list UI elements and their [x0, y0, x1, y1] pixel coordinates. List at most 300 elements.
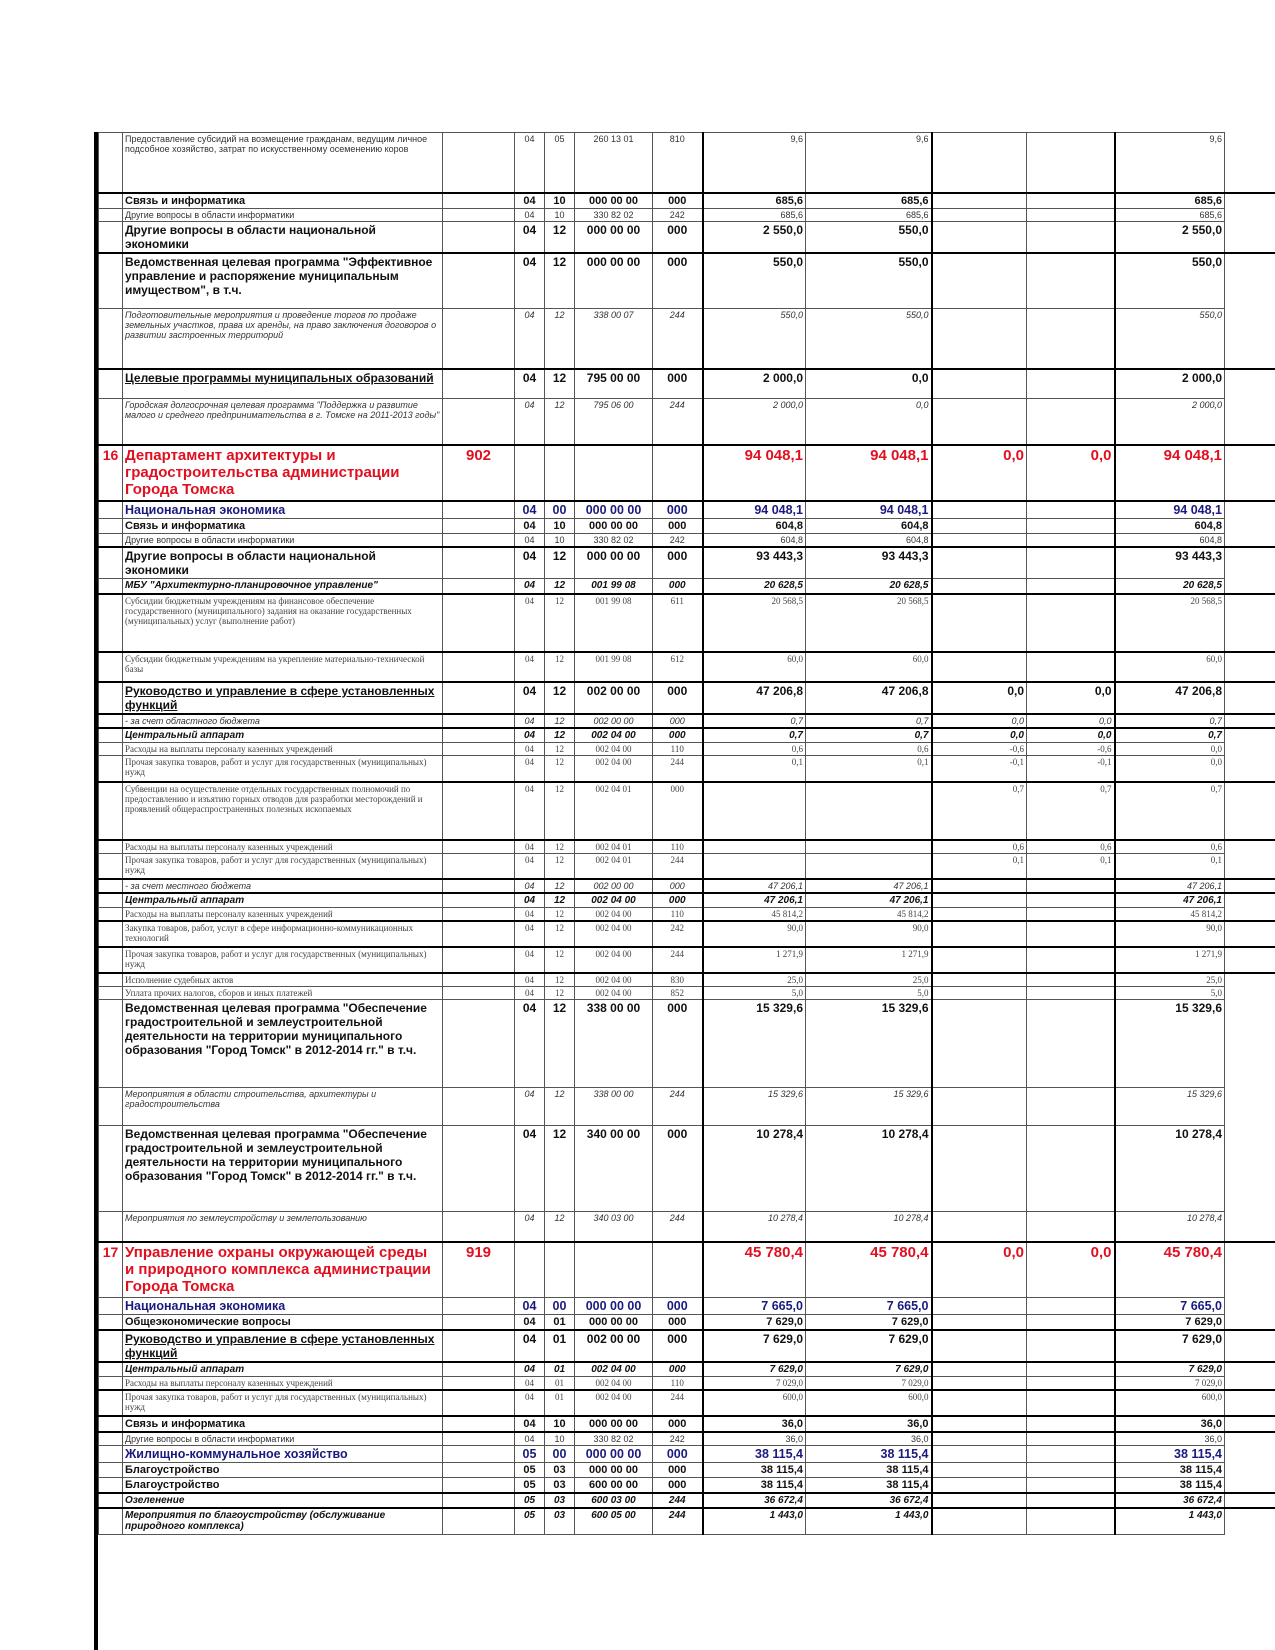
section-code — [515, 1377, 545, 1391]
amount-4 — [1027, 369, 1115, 399]
section-code — [515, 1000, 545, 1088]
subsection-code-text: 12 — [555, 988, 564, 998]
amount-1 — [703, 1508, 806, 1534]
amount-5 — [1115, 1493, 1225, 1508]
subsection-code-text: 12 — [552, 1127, 567, 1141]
row-name-text: Закупка товаров, работ, услуг в сфере информационно-коммуникационных технологий — [125, 923, 414, 943]
amount-5-text: 0,6 — [1210, 841, 1222, 852]
dept-code — [443, 908, 515, 922]
section-code — [515, 1242, 545, 1298]
amount-1 — [703, 221, 806, 253]
subsection-code-text: 01 — [553, 1364, 566, 1375]
expense-type-code — [653, 1446, 703, 1463]
amount-1-text: 47 206,8 — [756, 684, 803, 698]
subsection-code — [545, 987, 575, 1000]
amount-3-text: 0,0 — [1011, 716, 1024, 726]
row-name-text: Субвенции на осуществление отдельных государственных полномочий по предоставлению и изъятию горных отводов для разработки месторождений и проявлений общераспространенных полезных ископаемых — [125, 783, 423, 814]
row-number — [99, 1126, 123, 1212]
amount-5-text: 25,0 — [1206, 975, 1222, 985]
table-edge-cell — [1225, 1390, 1275, 1416]
amount-5-text: 2 000,0 — [1191, 400, 1222, 410]
amount-1 — [703, 714, 806, 728]
subsection-code — [545, 1330, 575, 1362]
expense-type-code-text: 244 — [670, 854, 684, 865]
section-code-text: 04 — [525, 988, 534, 998]
target-article-code-text: 338 00 00 — [593, 1089, 634, 1099]
target-article-code — [575, 1478, 653, 1494]
amount-4 — [1027, 578, 1115, 594]
expense-type-code — [653, 133, 703, 193]
subsection-code — [545, 1000, 575, 1088]
amount-4 — [1027, 221, 1115, 253]
expense-type-code — [653, 369, 703, 399]
target-article-code — [575, 518, 653, 533]
dept-code — [443, 1242, 515, 1298]
section-code — [515, 1508, 545, 1534]
amount-1-text: 2 550,0 — [762, 222, 803, 237]
section-code — [515, 309, 545, 369]
amount-4 — [1027, 1242, 1115, 1298]
row-name — [123, 399, 443, 445]
amount-5-text: 94 048,1 — [1163, 446, 1222, 464]
subsection-code-text: 12 — [555, 596, 564, 606]
amount-1 — [703, 840, 806, 854]
table-row — [99, 1446, 1275, 1463]
subsection-code — [545, 973, 575, 987]
target-article-code-text: 338 00 07 — [593, 310, 634, 320]
row-name — [123, 445, 443, 501]
table-edge-cell — [1225, 309, 1275, 369]
row-number — [99, 399, 123, 445]
amount-5-text: 0,1 — [1210, 854, 1222, 865]
subsection-code — [545, 208, 575, 221]
section-code-text: 04 — [523, 730, 536, 741]
amount-2-text: 1 443,0 — [895, 1510, 929, 1521]
table-row — [99, 193, 1275, 209]
amount-4 — [1027, 947, 1115, 973]
amount-2 — [806, 501, 932, 519]
amount-2 — [806, 309, 932, 369]
budget-table — [98, 132, 1275, 1535]
amount-3 — [932, 193, 1027, 209]
amount-1-text: 94 048,1 — [744, 446, 803, 464]
dept-code — [443, 652, 515, 682]
amount-3 — [932, 518, 1027, 533]
amount-2 — [806, 1508, 932, 1534]
expense-type-code-text: 244 — [670, 949, 684, 959]
section-code — [515, 1446, 545, 1463]
expense-type-code-text: 110 — [670, 744, 684, 754]
amount-3 — [932, 652, 1027, 682]
amount-3-text: 0,0 — [1003, 446, 1024, 464]
amount-2-text: 94 048,1 — [870, 446, 929, 464]
dept-code — [443, 947, 515, 973]
section-code — [515, 193, 545, 209]
row-name-text: Центральный аппарат — [125, 895, 245, 906]
table-edge-cell — [1225, 908, 1275, 922]
table-edge-cell — [1225, 652, 1275, 682]
expense-type-code — [653, 1330, 703, 1362]
amount-5-text: 38 115,4 — [1174, 1447, 1222, 1461]
row-name — [123, 533, 443, 547]
table-edge-cell — [1225, 369, 1275, 399]
expense-type-code — [653, 652, 703, 682]
row-number — [99, 728, 123, 743]
subsection-code-text: 12 — [555, 854, 564, 865]
amount-4 — [1027, 756, 1115, 782]
row-name — [123, 253, 443, 309]
amount-4 — [1027, 1508, 1115, 1534]
amount-1 — [703, 973, 806, 987]
section-code — [515, 756, 545, 782]
section-code-text: 04 — [522, 1332, 537, 1346]
section-code — [515, 893, 545, 908]
expense-type-code-text: 244 — [670, 757, 684, 767]
expense-type-code — [653, 208, 703, 221]
subsection-code — [545, 578, 575, 594]
target-article-code-text: 002 00 00 — [593, 881, 634, 891]
amount-5 — [1115, 879, 1225, 893]
amount-5-text: 47 206,1 — [1183, 895, 1222, 906]
target-article-code — [575, 1377, 653, 1391]
amount-1 — [703, 208, 806, 221]
row-number — [99, 1315, 123, 1331]
section-code-text: 04 — [524, 881, 535, 891]
target-article-code — [575, 1298, 653, 1315]
expense-type-code — [653, 1377, 703, 1391]
row-name-text: Благоустройство — [125, 1479, 220, 1491]
amount-5-text: 685,6 — [1199, 209, 1222, 220]
amount-2-text: 90,0 — [912, 923, 929, 933]
amount-1 — [703, 782, 806, 840]
section-code — [515, 1298, 545, 1315]
row-name — [123, 133, 443, 193]
amount-3 — [932, 1298, 1027, 1315]
amount-2 — [806, 533, 932, 547]
amount-2 — [806, 1298, 932, 1315]
subsection-code-text: 01 — [555, 1392, 564, 1402]
row-name — [123, 501, 443, 519]
row-name — [123, 1446, 443, 1463]
subsection-code — [545, 756, 575, 782]
row-number — [99, 921, 123, 947]
amount-4 — [1027, 1126, 1115, 1212]
row-name-text: Прочая закупка товаров, работ и услуг для государственных (муниципальных) нужд — [125, 949, 427, 969]
amount-1-text: 600,0 — [782, 1392, 803, 1402]
amount-1-text: 38 115,4 — [760, 1464, 803, 1476]
subsection-code-text: 00 — [552, 1447, 567, 1461]
expense-type-code-text: 244 — [669, 1213, 685, 1223]
amount-5 — [1115, 399, 1225, 445]
target-article-code — [575, 947, 653, 973]
dept-code — [443, 782, 515, 840]
amount-3 — [932, 728, 1027, 743]
section-code-text: 04 — [525, 744, 534, 754]
row-number — [99, 445, 123, 501]
amount-5-text: 10 278,4 — [1175, 1127, 1222, 1141]
row-name — [123, 652, 443, 682]
row-name-text: Расходы на выплаты персоналу казенных учреждений — [125, 1378, 333, 1388]
amount-2 — [806, 445, 932, 501]
row-number — [99, 1508, 123, 1534]
target-article-code-text: 002 04 00 — [595, 1378, 632, 1388]
amount-5-text: 36 672,4 — [1183, 1495, 1222, 1506]
amount-3 — [932, 879, 1027, 893]
amount-3 — [932, 501, 1027, 519]
amount-4 — [1027, 309, 1115, 369]
target-article-code — [575, 1212, 653, 1242]
amount-5-text: 94 048,1 — [1173, 502, 1222, 517]
row-name-text: Исполнение судебных актов — [125, 975, 234, 985]
amount-2 — [806, 987, 932, 1000]
expense-type-code — [653, 682, 703, 714]
amount-3 — [932, 547, 1027, 579]
dept-code — [443, 1212, 515, 1242]
amount-4 — [1027, 840, 1115, 854]
amount-1-text: 7 629,0 — [766, 1316, 803, 1328]
amount-3 — [932, 1446, 1027, 1463]
subsection-code-text: 12 — [555, 744, 564, 754]
dept-code — [443, 1377, 515, 1391]
amount-3 — [932, 782, 1027, 840]
amount-2-text: 36 672,4 — [889, 1495, 929, 1506]
amount-4 — [1027, 782, 1115, 840]
amount-2-text: 550,0 — [905, 310, 929, 320]
section-code-text: 04 — [524, 310, 535, 320]
amount-2-text: 0,0 — [915, 400, 929, 410]
row-number — [99, 133, 123, 193]
amount-1 — [703, 1315, 806, 1331]
amount-4 — [1027, 921, 1115, 947]
amount-1 — [703, 1126, 806, 1212]
amount-3 — [932, 840, 1027, 854]
table-row — [99, 133, 1275, 193]
amount-5 — [1115, 973, 1225, 987]
table-row — [99, 399, 1275, 445]
amount-3 — [932, 1478, 1027, 1494]
amount-4 — [1027, 253, 1115, 309]
amount-3 — [932, 1493, 1027, 1508]
amount-5 — [1115, 853, 1225, 879]
subsection-code — [545, 1432, 575, 1446]
expense-type-code — [653, 853, 703, 879]
section-code-text: 04 — [524, 716, 535, 726]
table-edge-cell — [1225, 1377, 1275, 1391]
table-edge-cell — [1225, 445, 1275, 501]
amount-1 — [703, 369, 806, 399]
target-article-code — [575, 756, 653, 782]
section-code — [515, 947, 545, 973]
amount-4 — [1027, 1088, 1115, 1126]
target-article-code — [575, 309, 653, 369]
subsection-code-text: 12 — [554, 1089, 565, 1099]
table-row — [99, 921, 1275, 947]
row-name — [123, 947, 443, 973]
amount-2-text: 38 115,4 — [886, 1464, 929, 1476]
amount-2 — [806, 1416, 932, 1432]
expense-type-code — [653, 1088, 703, 1126]
target-article-code — [575, 369, 653, 399]
amount-2-text: 7 629,0 — [891, 1316, 929, 1328]
target-article-code-text: 000 00 00 — [586, 254, 641, 269]
table-row — [99, 1126, 1275, 1212]
amount-4 — [1027, 1000, 1115, 1088]
expense-type-code — [653, 908, 703, 922]
table-row — [99, 445, 1275, 501]
amount-5-text: 7 629,0 — [1185, 1316, 1222, 1328]
row-name — [123, 1242, 443, 1298]
table-edge-cell — [1225, 547, 1275, 579]
target-article-code-text: 600 00 00 — [589, 1479, 638, 1491]
amount-1 — [703, 728, 806, 743]
target-article-code — [575, 1390, 653, 1416]
amount-1 — [703, 853, 806, 879]
dept-code — [443, 1298, 515, 1315]
amount-2-text: 7 629,0 — [888, 1332, 929, 1346]
amount-1-text: 36 672,4 — [764, 1495, 803, 1506]
dept-code — [443, 1446, 515, 1463]
dept-code — [443, 973, 515, 987]
row-name-text: Департамент архитектуры и градостроительства администрации Города Томска — [125, 446, 400, 498]
expense-type-code-text: 000 — [667, 222, 688, 237]
amount-1-text: 20 628,5 — [764, 579, 803, 591]
expense-type-code-text: 000 — [667, 254, 688, 269]
row-name-text: Другие вопросы в области национальной экономики — [125, 222, 376, 251]
amount-1 — [703, 133, 806, 193]
amount-5-text: 0,7 — [1209, 716, 1222, 726]
table-row — [99, 547, 1275, 579]
subsection-code — [545, 728, 575, 743]
amount-3 — [932, 208, 1027, 221]
amount-3 — [932, 594, 1027, 652]
amount-2 — [806, 133, 932, 193]
target-article-code-text: 002 04 00 — [591, 895, 636, 906]
row-name — [123, 756, 443, 782]
amount-2 — [806, 652, 932, 682]
row-name-text: Мероприятия в области строительства, архитектуры и градостроительства — [125, 1089, 377, 1109]
amount-3 — [932, 1416, 1027, 1432]
target-article-code-text: 000 00 00 — [589, 194, 638, 207]
target-article-code — [575, 1432, 653, 1446]
section-code-text: 04 — [522, 1299, 537, 1313]
expense-type-code — [653, 445, 703, 501]
amount-2 — [806, 682, 932, 714]
table-edge-cell — [1225, 1000, 1275, 1088]
subsection-code — [545, 1416, 575, 1432]
section-code — [515, 1088, 545, 1126]
amount-1-text: 45 814,2 — [771, 909, 803, 919]
amount-2-text: 10 278,4 — [893, 1213, 929, 1223]
amount-5 — [1115, 714, 1225, 728]
amount-5-text: 2 550,0 — [1181, 222, 1222, 237]
table-edge-cell — [1225, 756, 1275, 782]
target-article-code — [575, 652, 653, 682]
row-name-text: Ведомственная целевая программа "Обеспечение градостроительной и землеустроительной деятельности на территории муниципального образования "Город Томск" в 2012-2014 гг." в т.ч. — [125, 1127, 427, 1183]
row-name-text: Связь и информатика — [125, 519, 246, 532]
amount-2-text: 9,6 — [915, 134, 929, 144]
subsection-code — [545, 879, 575, 893]
subsection-code — [545, 1377, 575, 1391]
table-edge-cell — [1225, 1493, 1275, 1508]
dept-code — [443, 594, 515, 652]
amount-1 — [703, 445, 806, 501]
subsection-code — [545, 893, 575, 908]
table-row — [99, 1362, 1275, 1377]
amount-1 — [703, 399, 806, 445]
row-name — [123, 782, 443, 840]
amount-4 — [1027, 594, 1115, 652]
amount-3-text: 0,6 — [1012, 841, 1024, 852]
amount-4 — [1027, 1390, 1115, 1416]
amount-3 — [932, 399, 1027, 445]
section-code — [515, 853, 545, 879]
target-article-code — [575, 879, 653, 893]
amount-4 — [1027, 133, 1115, 193]
dept-code-text: 902 — [465, 446, 492, 464]
amount-1 — [703, 879, 806, 893]
section-code-text: 04 — [524, 534, 535, 545]
row-name — [123, 728, 443, 743]
row-number — [99, 893, 123, 908]
row-name-text: Мероприятия по благоустройству (обслуживание природного комплекса) — [125, 1510, 386, 1532]
subsection-code — [545, 743, 575, 756]
amount-2 — [806, 193, 932, 209]
amount-4 — [1027, 853, 1115, 879]
row-number — [99, 879, 123, 893]
expense-type-code — [653, 1493, 703, 1508]
target-article-code-text: 002 04 00 — [595, 1392, 632, 1402]
amount-4 — [1027, 501, 1115, 519]
amount-3 — [932, 1212, 1027, 1242]
expense-type-code — [653, 987, 703, 1000]
target-article-code-text: 000 00 00 — [585, 502, 642, 517]
amount-4 — [1027, 987, 1115, 1000]
expense-type-code-text: 611 — [670, 596, 684, 606]
table-row — [99, 1298, 1275, 1315]
target-article-code-text: 002 00 00 — [586, 684, 641, 698]
row-name-text: Мероприятия по землеустройству и землепользованию — [125, 1213, 367, 1223]
row-name-text: Расходы на выплаты персоналу казенных учреждений — [125, 909, 333, 919]
target-article-code — [575, 1493, 653, 1508]
target-article-code — [575, 743, 653, 756]
amount-1-text: 1 443,0 — [769, 1510, 803, 1521]
row-name-text: Центральный аппарат — [125, 1364, 245, 1375]
amount-2 — [806, 1390, 932, 1416]
expense-type-code — [653, 578, 703, 594]
amount-1 — [703, 1390, 806, 1416]
target-article-code-text: 002 04 00 — [595, 909, 632, 919]
table-edge-cell — [1225, 1126, 1275, 1212]
amount-4 — [1027, 1362, 1115, 1377]
dept-code — [443, 309, 515, 369]
amount-3 — [932, 853, 1027, 879]
subsection-code-text: 12 — [554, 716, 565, 726]
target-article-code-text: 338 00 00 — [586, 1001, 641, 1015]
section-code-text: 04 — [525, 596, 534, 606]
amount-3 — [932, 921, 1027, 947]
expense-type-code-text: 110 — [670, 909, 684, 919]
target-article-code-text: 002 04 01 — [595, 854, 632, 865]
section-code-text: 05 — [523, 1495, 536, 1506]
amount-1-text: 9,6 — [790, 134, 803, 144]
section-code — [515, 1432, 545, 1446]
target-article-code-text: 000 00 00 — [589, 1316, 638, 1328]
amount-2 — [806, 1362, 932, 1377]
amount-3 — [932, 445, 1027, 501]
subsection-code-text: 10 — [553, 194, 566, 207]
subsection-code — [545, 1446, 575, 1463]
subsection-code-text: 12 — [554, 400, 565, 410]
